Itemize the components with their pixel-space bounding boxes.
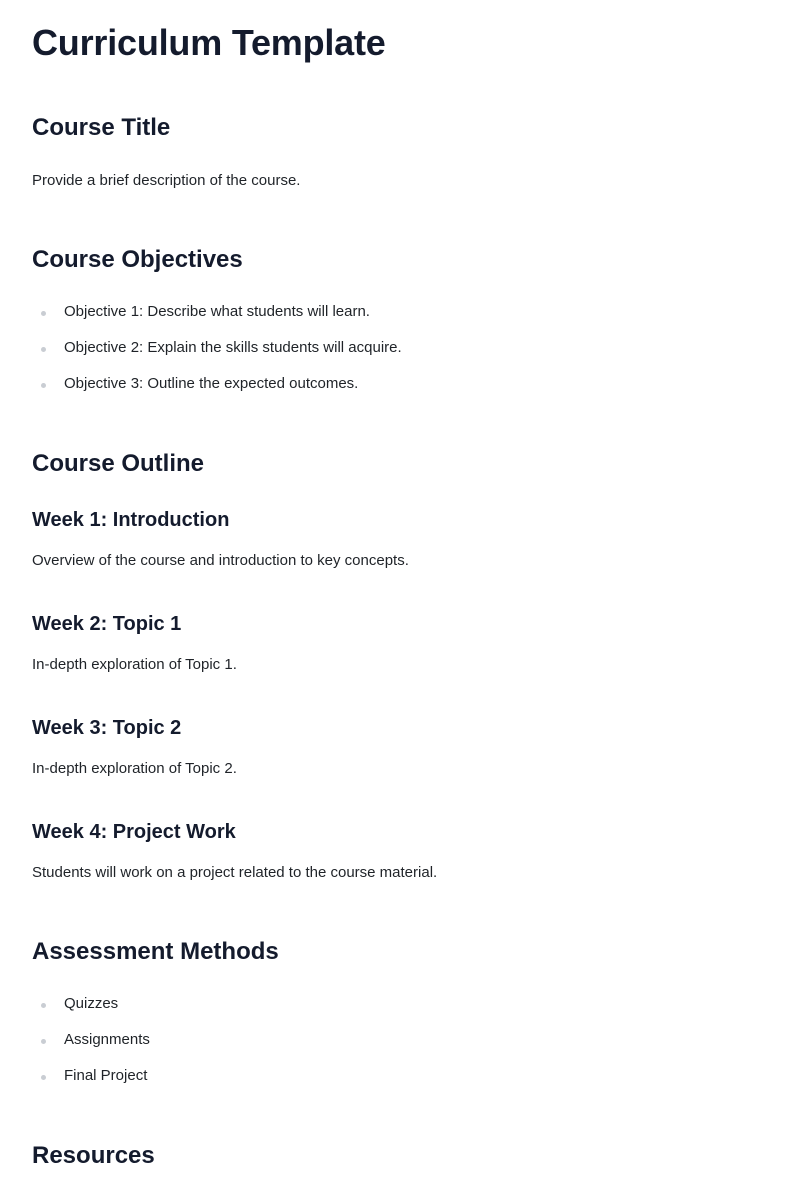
week-3 [32, 717, 768, 777]
outline-section [32, 450, 768, 478]
objectives-section [32, 246, 768, 411]
list-item: Assignments [32, 1031, 768, 1067]
assessment-heading: Assessment Methods [32, 938, 279, 965]
week-description: In-depth exploration of Topic 2. [32, 760, 237, 777]
week-1 [32, 509, 768, 569]
week-2 [32, 613, 768, 673]
week-description: Students will work on a project related to the course material. [32, 864, 438, 881]
list-item: Quizzes [32, 995, 768, 1031]
week-description: Overview of the course and introduction to key concepts. [32, 552, 409, 569]
assessment-section [32, 938, 768, 1103]
list-item: Objective 2: Explain the skills students will acquire. [32, 339, 768, 375]
assessment-list [32, 995, 768, 1103]
list-item: Final Project [32, 1067, 768, 1103]
objectives-list [32, 303, 768, 411]
resources-heading: Resources [32, 1142, 155, 1169]
objectives-heading: Course Objectives [32, 246, 243, 273]
week-title: Week 2: Topic 1 [32, 613, 182, 635]
page-title: Curriculum Template [32, 22, 386, 63]
course-title-heading: Course Title [32, 114, 171, 141]
week-title: Week 1: Introduction [32, 509, 230, 531]
list-item: Objective 3: Outline the expected outcomes. [32, 375, 768, 411]
course-title-section [32, 114, 768, 189]
outline-heading: Course Outline [32, 450, 205, 477]
week-description: In-depth exploration of Topic 1. [32, 656, 237, 673]
course-description: Provide a brief description of the course. [32, 172, 301, 189]
week-title: Week 3: Topic 2 [32, 717, 182, 739]
list-item: Objective 1: Describe what students will learn. [32, 303, 768, 339]
week-title: Week 4: Project Work [32, 821, 236, 843]
week-4 [32, 821, 768, 881]
resources-section [32, 1142, 768, 1170]
